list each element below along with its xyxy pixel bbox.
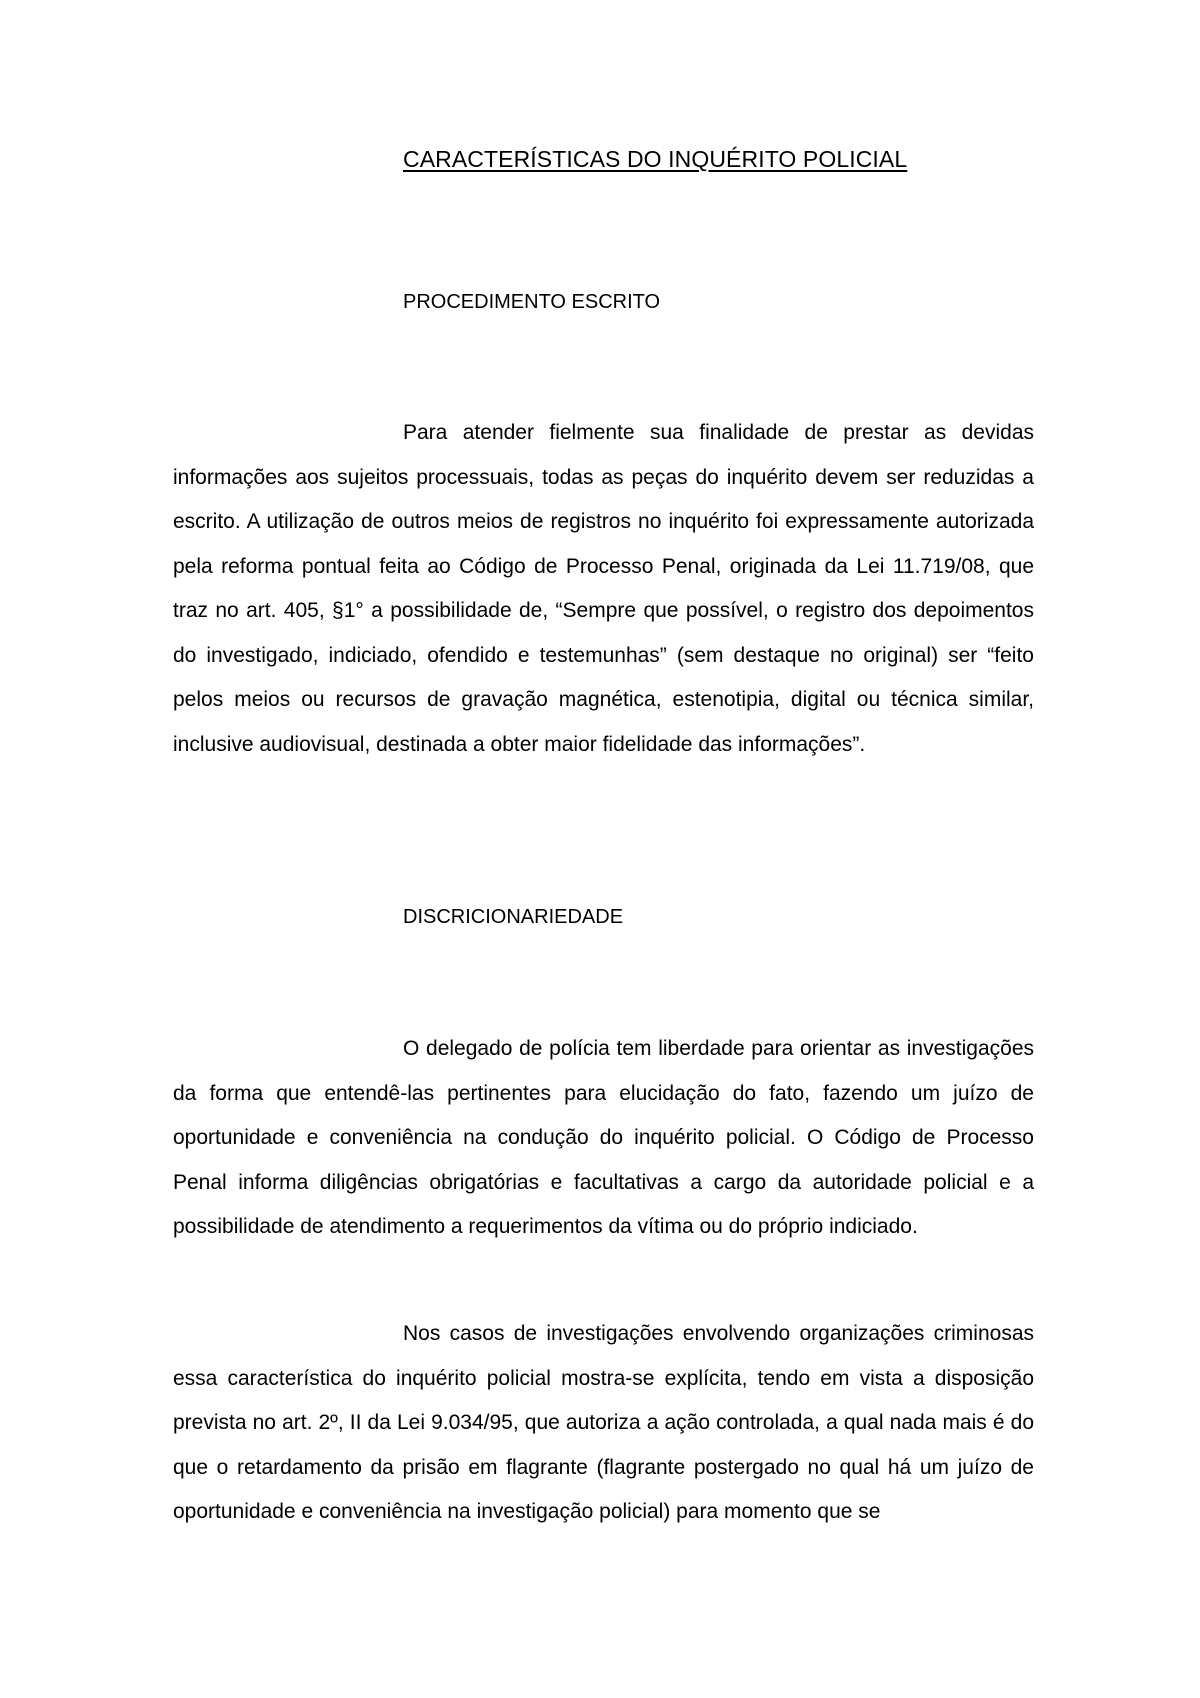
section-heading-procedimento-escrito: PROCEDIMENTO ESCRITO (403, 291, 661, 313)
paragraph-discricionariedade-1: O delegado de polícia tem liberdade para orientar as investigações da forma que entendê-las pertinentes para elucidação do fato, fazendo um juízo de oportunidade e conveniência na condução do inquérito policial. O Código de Processo Penal informa diligências obrigatórias e facultativas a cargo da autoridade policial e a possibilidade de atendimento a requerimentos da vítima ou do próprio indiciado. (173, 1037, 1034, 1238)
paragraph-procedimento-escrito: Para atender fielmente sua finalidade de prestar as devidas informações aos sujeitos processuais, todas as peças do inquérito devem ser reduzidas a escrito. A utilização de outros meios de registros no inquérito foi expressamente autorizada pela reforma pontual feita ao Código de Processo Penal, originada da Lei 11.719/08, que traz no art. 405, §1° a possibilidade de, “Sempre que possível, o registro dos depoimentos do investigado, indiciado, ofendido e testemunhas” (sem destaque no original) ser “feito pelos meios ou recursos de gravação magnética, estenotipia, digital ou técnica similar, inclusive audiovisual, destinada a obter maior fidelidade das informações”. (173, 421, 1034, 756)
document-title: CARACTERÍSTICAS DO INQUÉRITO POLICIAL (403, 146, 908, 172)
paragraph-discricionariedade-2: Nos casos de investigações envolvendo organizações criminosas essa característica do inquérito policial mostra-se explícita, tendo em vista a disposição prevista no art. 2º, II da Lei 9.034/95, que autoriza a ação controlada, a qual nada mais é do que o retardamento da prisão em flagrante (flagrante postergado no qual há um juízo de oportunidade e conveniência na investigação policial) para momento que se (173, 1322, 1034, 1523)
section-heading-discricionariedade: DISCRICIONARIEDADE (403, 906, 624, 928)
